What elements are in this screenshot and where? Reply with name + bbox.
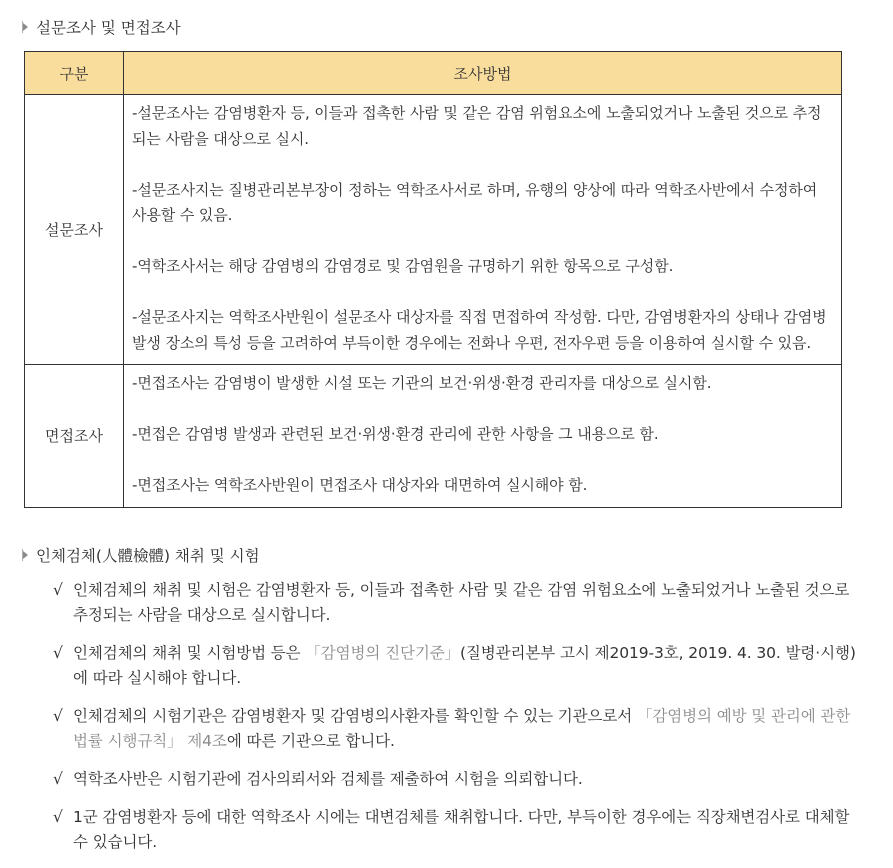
table-row — [25, 95, 842, 365]
triangle-bullet-icon — [22, 20, 32, 34]
method-paragraph: -면접은 감염병 발생과 관련된 보건·위생·환경 관리에 관한 사항을 그 내용으로 함. — [132, 425, 659, 443]
row-category-interview: 면접조사 — [25, 365, 124, 508]
column-header-category: 구분 — [25, 52, 124, 95]
section-heading-specimen — [22, 544, 260, 566]
list-item — [52, 704, 864, 754]
section-heading-survey — [22, 16, 181, 38]
method-paragraph: -설문조사지는 역학조사반원이 설문조사 대상자를 직접 면접하여 작성함. 다만, 감염병환자의 상태나 감염병 발생 장소의 특성 등을 고려하여 부득이한 경우에는 전화나 우편, 전자우편 등을 이용하여 실시할 수 있음. — [132, 308, 827, 352]
table-header-row — [25, 52, 842, 95]
method-paragraph: -면접조사는 감염병이 발생한 시설 또는 기관의 보건·위생·환경 관리자를 대상으로 실시함. — [132, 374, 712, 392]
method-paragraph: -설문조사지는 질병관리본부장이 정하는 역학조사서로 하며, 유행의 양상에 따라 역학조사반에서 수정하여 사용할 수 있음. — [132, 180, 818, 224]
check-mark-icon: √ — [53, 707, 63, 725]
check-mark-icon: √ — [53, 808, 63, 826]
check-mark-icon: √ — [53, 770, 63, 788]
item-text: 인체검체의 채취 및 시험은 감염병환자 등, 이들과 접촉한 사람 및 같은 감염 위험요소에 노출되었거나 노출된 것으로 추정되는 사람을 대상으로 실시합니다. — [73, 581, 850, 624]
list-item — [52, 578, 864, 628]
item-text: 역학조사반은 시험기관에 검사의뢰서와 검체를 제출하여 시험을 의뢰합니다. — [73, 770, 583, 788]
specimen-check-list — [52, 578, 864, 868]
item-text: (질병관리본부 고시 제2019-3호, 2019. 4. 30. 발령·시행)에 따라 실시해야 합니다. — [73, 644, 856, 687]
section-title: 인체검체(人體檢體) 채취 및 시험 — [36, 547, 260, 565]
item-text: 에 따른 기관으로 합니다. — [226, 732, 395, 750]
method-paragraph: -역학조사서는 해당 감염병의 감염경로 및 감염원을 규명하기 위한 항목으로 구성함. — [132, 257, 674, 275]
item-text: 인체검체의 시험기관은 감염병환자 및 감염병의사환자를 확인할 수 있는 기관으로서 — [73, 707, 633, 725]
check-mark-icon: √ — [53, 644, 63, 662]
survey-method-table — [24, 51, 842, 508]
column-header-method: 조사방법 — [124, 52, 842, 95]
triangle-bullet-icon — [22, 548, 32, 562]
document-reference: 「감염병의 예방 및 관리에 관한 법률 시행규칙」 제4조 — [73, 707, 851, 750]
method-paragraph: -면접조사는 역학조사반원이 면접조사 대상자와 대면하여 실시해야 함. — [132, 476, 588, 494]
method-paragraph: -설문조사는 감염병환자 등, 이들과 접촉한 사람 및 같은 감염 위험요소에 노출되었거나 노출된 것으로 추정되는 사람을 대상으로 실시. — [132, 104, 822, 148]
row-method-interview — [124, 365, 842, 508]
document-reference: 「감염병의 진단기준」 — [305, 644, 460, 662]
item-text: 인체검체의 채취 및 시험방법 등은 — [73, 644, 301, 662]
list-item — [52, 805, 864, 855]
row-category-survey: 설문조사 — [25, 95, 124, 365]
check-mark-icon: √ — [53, 581, 63, 599]
item-text: 1군 감염병환자 등에 대한 역학조사 시에는 대변검체를 채취합니다. 다만, 부득이한 경우에는 직장채변검사로 대체할 수 있습니다. — [73, 808, 850, 851]
list-item — [52, 641, 864, 691]
section-title: 설문조사 및 면접조사 — [36, 19, 181, 37]
list-item — [52, 767, 864, 792]
row-method-survey — [124, 95, 842, 365]
table-row — [25, 365, 842, 508]
